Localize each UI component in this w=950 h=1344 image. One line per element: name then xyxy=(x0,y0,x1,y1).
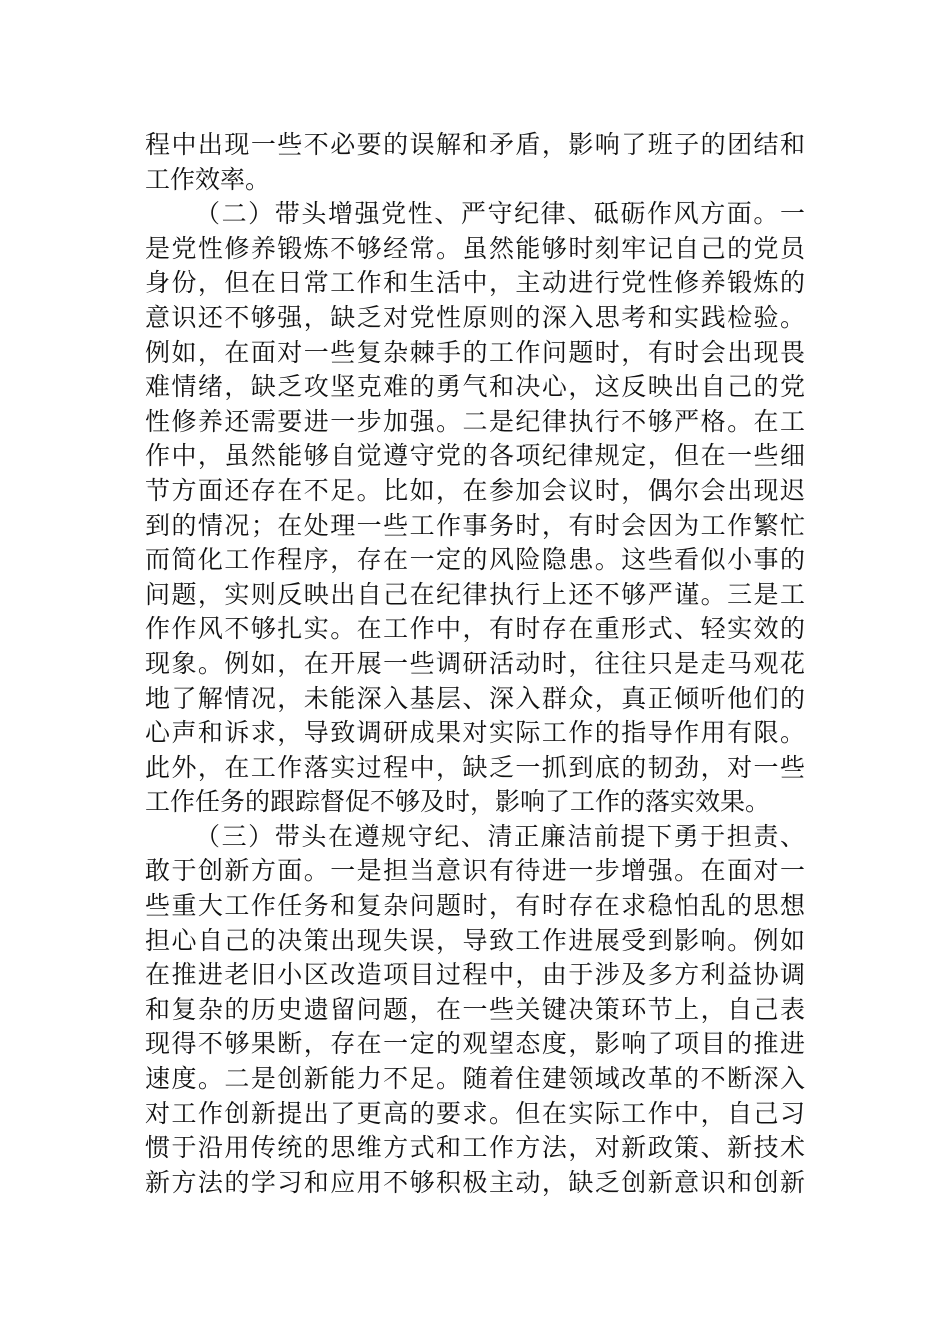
text-line: 节方面还存在不足。比如，在参加会议时，偶尔会出现迟 xyxy=(145,475,805,505)
paragraph xyxy=(145,197,805,820)
text-line: （三）带头在遵规守纪、清正廉洁前提下勇于担责、 xyxy=(195,821,805,851)
text-line: （二）带头增强党性、严守纪律、砥砺作风方面。一 xyxy=(195,199,805,229)
text-line: 此外，在工作落实过程中，缺乏一抓到底的韧劲，对一些 xyxy=(145,752,805,782)
text-line: 地了解情况，未能深入基层、深入群众，真正倾听他们的 xyxy=(145,683,805,713)
text-line: 程中出现一些不必要的误解和矛盾，影响了班子的团结和 xyxy=(145,130,805,159)
text-line: 些重大工作任务和复杂问题时，有时存在求稳怕乱的思想 xyxy=(145,891,805,921)
text-line: 工作任务的跟踪督促不够及时，影响了工作的落实效果。 xyxy=(145,787,771,817)
text-line: 工作效率。 xyxy=(145,164,271,194)
text-line: 作作风不够扎实。在工作中，有时存在重形式、轻实效的 xyxy=(145,614,805,644)
text-line: 在推进老旧小区改造项目过程中，由于涉及多方利益协调 xyxy=(145,960,805,990)
text-line: 例如，在面对一些复杂棘手的工作问题时，有时会出现畏 xyxy=(145,337,805,367)
text-line: 惯于沿用传统的思维方式和工作方法，对新政策、新技术 xyxy=(145,1133,805,1163)
text-line: 速度。二是创新能力不足。随着住建领域改革的不断深入 xyxy=(145,1064,805,1094)
text-line: 而简化工作程序，存在一定的风险隐患。这些看似小事的 xyxy=(145,545,805,575)
text-line: 对工作创新提出了更高的要求。但在实际工作中，自己习 xyxy=(145,1098,805,1128)
text-line: 新方法的学习和应用不够积极主动，缺乏创新意识和创新 xyxy=(145,1167,805,1197)
text-line: 作中，虽然能够自觉遵守党的各项纪律规定，但在一些细 xyxy=(145,441,805,471)
text-line: 意识还不够强，缺乏对党性原则的深入思考和实践检验。 xyxy=(145,302,805,332)
text-line: 和复杂的历史遗留问题，在一些关键决策环节上，自己表 xyxy=(145,994,805,1024)
text-line: 难情绪，缺乏攻坚克难的勇气和决心，这反映出自己的党 xyxy=(145,372,805,402)
text-line: 身份，但在日常工作和生活中，主动进行党性修养锻炼的 xyxy=(145,268,805,298)
text-line: 性修养还需要进一步加强。二是纪律执行不够严格。在工 xyxy=(145,406,805,436)
paragraph xyxy=(145,128,805,197)
text-line: 敢于创新方面。一是担当意识有待进一步增强。在面对一 xyxy=(145,856,805,886)
text-line: 现得不够果断，存在一定的观望态度，影响了项目的推进 xyxy=(145,1029,805,1059)
text-line: 问题，实则反映出自己在纪律执行上还不够严谨。三是工 xyxy=(145,579,805,609)
document-body xyxy=(145,128,805,1200)
text-line: 现象。例如，在开展一些调研活动时，往往只是走马观花 xyxy=(145,648,805,678)
paragraph xyxy=(145,820,805,1201)
text-line: 心声和诉求，导致调研成果对实际工作的指导作用有限。 xyxy=(145,718,805,748)
text-line: 到的情况；在处理一些工作事务时，有时会因为工作繁忙 xyxy=(145,510,805,540)
text-line: 是党性修养锻炼不够经常。虽然能够时刻牢记自己的党员 xyxy=(145,233,805,263)
text-line: 担心自己的决策出现失误，导致工作进展受到影响。例如 xyxy=(145,925,805,955)
